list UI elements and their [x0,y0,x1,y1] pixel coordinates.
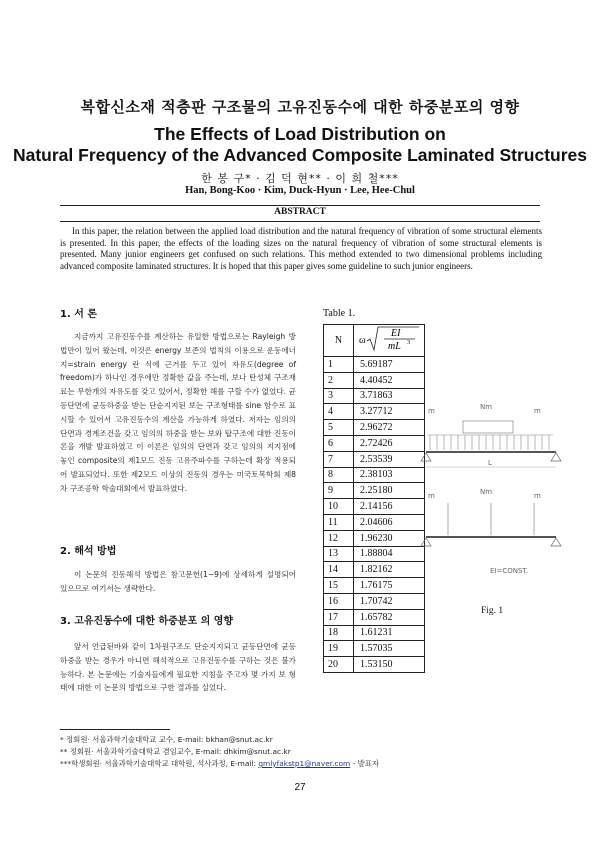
section-2-paragraph: 이 논문의 진동해석 방법은 참고문헌(1~9)에 상세하게 설명되어 있으므로 여기서는 생략한다. [60,570,296,593]
table-cell-n: 15 [324,578,354,594]
abstract-heading: ABSTRACT [274,207,326,217]
table-header-row [324,325,425,357]
table-cell-frequency: 1.96230 [354,530,425,546]
table-row [324,609,425,625]
omega-formula [355,325,423,353]
table-cell-frequency: 3.27712 [354,404,425,420]
section-3-body [60,640,296,695]
footnote-2: ** 정회원· 서울과학기술대학교 겸임교수, E-mail: dhkim@snut.ac.kr [60,747,291,756]
table-row [324,499,425,515]
fig-support-right-2 [551,538,561,546]
figure-1-sketch [418,395,568,600]
fig-mass-label-left: m [428,407,435,415]
table-cell-n: 11 [324,514,354,530]
fig-support-left [421,453,431,461]
table-row [324,404,425,420]
table-cell-n: 16 [324,593,354,609]
abstract-top-rule [60,205,540,206]
table-cell-frequency: 1.88804 [354,546,425,562]
table-cell-n: 6 [324,435,354,451]
table-cell-n: 9 [324,483,354,499]
figure-label: Fig. 1 [481,606,504,616]
table-row [324,357,425,373]
omega-symbol: ω [359,335,366,346]
fig-support-left-2 [421,538,431,546]
table-cell-n: 10 [324,499,354,515]
formula-numerator: EI [391,328,401,339]
table-cell-n: 14 [324,562,354,578]
table-body [324,357,425,673]
section-1-body [60,330,296,496]
table-cell-n: 20 [324,657,354,673]
section-2-body [60,568,296,596]
table-header-n: N [324,325,354,357]
table-cell-n: 4 [324,404,354,420]
table-row [324,641,425,657]
table-cell-frequency: 4.40452 [354,372,425,388]
table-cell-frequency: 3.71863 [354,388,425,404]
table-cell-frequency: 5.69187 [354,357,425,373]
footnote-3-text: ***학생회원· 서울과학기술대학교 대학원, 석사과정, E-mail: [60,759,259,768]
table-cell-frequency: 1.61231 [354,625,425,641]
abstract-text: In this paper, the relation between the applied load distribution and the natural frequency of vibration of some structural elements is presented. In this paper, the effects of the loading sizes on the natural frequency of vibration of some structural elements is presented. Many junior engineers get confused on such relations. This method extended to two dimensional problems including advanced composite laminated structures. It is hoped that this paper gives some guideline to such junior engineers. [60,226,542,271]
table-cell-frequency: 2.96272 [354,420,425,436]
table-row [324,483,425,499]
table-cell-n: 13 [324,546,354,562]
footnote-3-email-link[interactable]: gmlyfakstp1@naver.com [258,759,351,768]
table-row [324,562,425,578]
table-cell-n: 18 [324,625,354,641]
table-cell-n: 2 [324,372,354,388]
footnote-1: * 정회원· 서울과학기술대학교 교수, E-mail: bkhan@snut.ac.kr [60,735,273,744]
formula-exponent: 3 [407,339,411,346]
fig-load-block [463,421,513,433]
section-1-heading: 1. 서 론 [60,309,98,320]
table-row [324,388,425,404]
table-row [324,578,425,594]
formula-denominator: mL [388,341,401,352]
page-number: 27 [294,782,306,793]
abstract-bottom-rule [60,221,540,222]
table-cell-n: 12 [324,530,354,546]
table-cell-n: 17 [324,609,354,625]
table-cell-n: 1 [324,357,354,373]
table-row [324,435,425,451]
paper-title-korean: 복합신소재 적층판 구조물의 고유진동수에 대한 하중분포의 영향 [80,98,520,116]
fig-mass-label-center-2: Nm [480,488,493,496]
fig-mass-label-center: Nm [480,403,493,411]
table-row [324,593,425,609]
fig-point-loads [448,503,534,535]
table-cell-n: 5 [324,420,354,436]
table-cell-frequency: 2.53539 [354,451,425,467]
table-cell-frequency: 1.57035 [354,641,425,657]
fig-mass-label-left-2: m [428,492,435,500]
table-row [324,514,425,530]
table-row [324,420,425,436]
table-row [324,372,425,388]
paper-title-english [0,124,600,166]
table-cell-frequency: 1.76175 [354,578,425,594]
table-cell-frequency: 1.70742 [354,593,425,609]
fig-mass-label-right-2: m [534,492,541,500]
table-cell-n: 3 [324,388,354,404]
fig-support-right [551,453,561,461]
table-row [324,546,425,562]
frequency-table [323,324,425,673]
table-row [324,451,425,467]
section-2-heading: 2. 해석 방법 [60,546,117,557]
authors-english: Han, Bong-Koo · Kim, Duck-Hyun · Lee, Hee-Chul [185,185,415,196]
table-row [324,467,425,483]
table-cell-n: 8 [324,467,354,483]
table-cell-frequency: 2.04606 [354,514,425,530]
table-cell-frequency: 1.53150 [354,657,425,673]
table-cell-n: 19 [324,641,354,657]
footnote-3 [60,758,379,769]
table-cell-frequency: 1.82162 [354,562,425,578]
table-cell-frequency: 1.65782 [354,609,425,625]
section-3-paragraph: 앞서 언급된바와 같이 1차원구조도 단순지지되고 균등단면에 균등하중을 받는 경우가 아니면 해석적으로 고유진동수를 구하는 것은 불가능하다. 본 논문에는 기술자들에게 필요한 지침을 주고자 몇 가지 보 형태에 대한 이 논문의 방법으로 구한 결과를 실었다. [60,642,296,693]
fig-ei-label: EI=CONST. [490,567,529,575]
paper-title-english-line1: The Effects of Load Distribution on [154,124,446,144]
footnote-rule [60,729,170,730]
section-1-paragraph: 지금까지 고유진동수를 계산하는 유일한 방법으로는 Rayleigh 방법만이 있어 왔는데, 이것은 energy 보존의 법칙의 이용으로 운동에너지=strain energy 란 식에 근거를 두고 있어 자유도(degree of freedom)가 하나인 경우에만 정확한 값을 주는데, 보나 탄성체 구조재료는 무한개의 자유도를 갖고 있어서, 정확한 해를 구할 수가 없었다. 균등단면에 균등하중을 받는 단순지지된 보는 구조형태를 sine 함수로 표시할 수 있어서 고유진동수의 계산을 가능하게 하였다. 저자는 임의의 단면과 경계조건을 갖고 임의의 하중을 받는 보와 탑구조에 대한 진동이론을 개발 발표하였고 이 이론은 임의의 단면과 갖고 임의의 지지점에 놓인 composite의 제1모드 진동 고유주파수를 구하는데 확장 적용되어 발표되었다. 또한 제2모드 이상의 진동의 경우는 미국토목학회 제8차 구조공학 학술대회에서 발표하였다. [60,332,296,493]
fig-mass-label-right: m [534,407,541,415]
table-cell-n: 7 [324,451,354,467]
table-row [324,530,425,546]
table-cell-frequency: 2.38103 [354,467,425,483]
table-header-omega [354,325,425,357]
fig-span-label: L [488,459,492,467]
table-row [324,625,425,641]
section-3-heading: 3. 고유진동수에 대한 하중분포 의 영향 [60,616,234,627]
table-cell-frequency: 2.72426 [354,435,425,451]
authors-korean: 한 봉 구* · 김 덕 현** · 이 희 철*** [201,172,399,185]
fig-load-arrows [428,435,553,450]
footnote-3-suffix: - 발표자 [350,759,380,768]
table-label: Table 1. [323,308,356,319]
paper-title-english-line2: Natural Frequency of the Advanced Composite Laminated Structures [12,145,588,165]
table-cell-frequency: 2.14156 [354,499,425,515]
table-row [324,657,425,673]
table-cell-frequency: 2.25180 [354,483,425,499]
